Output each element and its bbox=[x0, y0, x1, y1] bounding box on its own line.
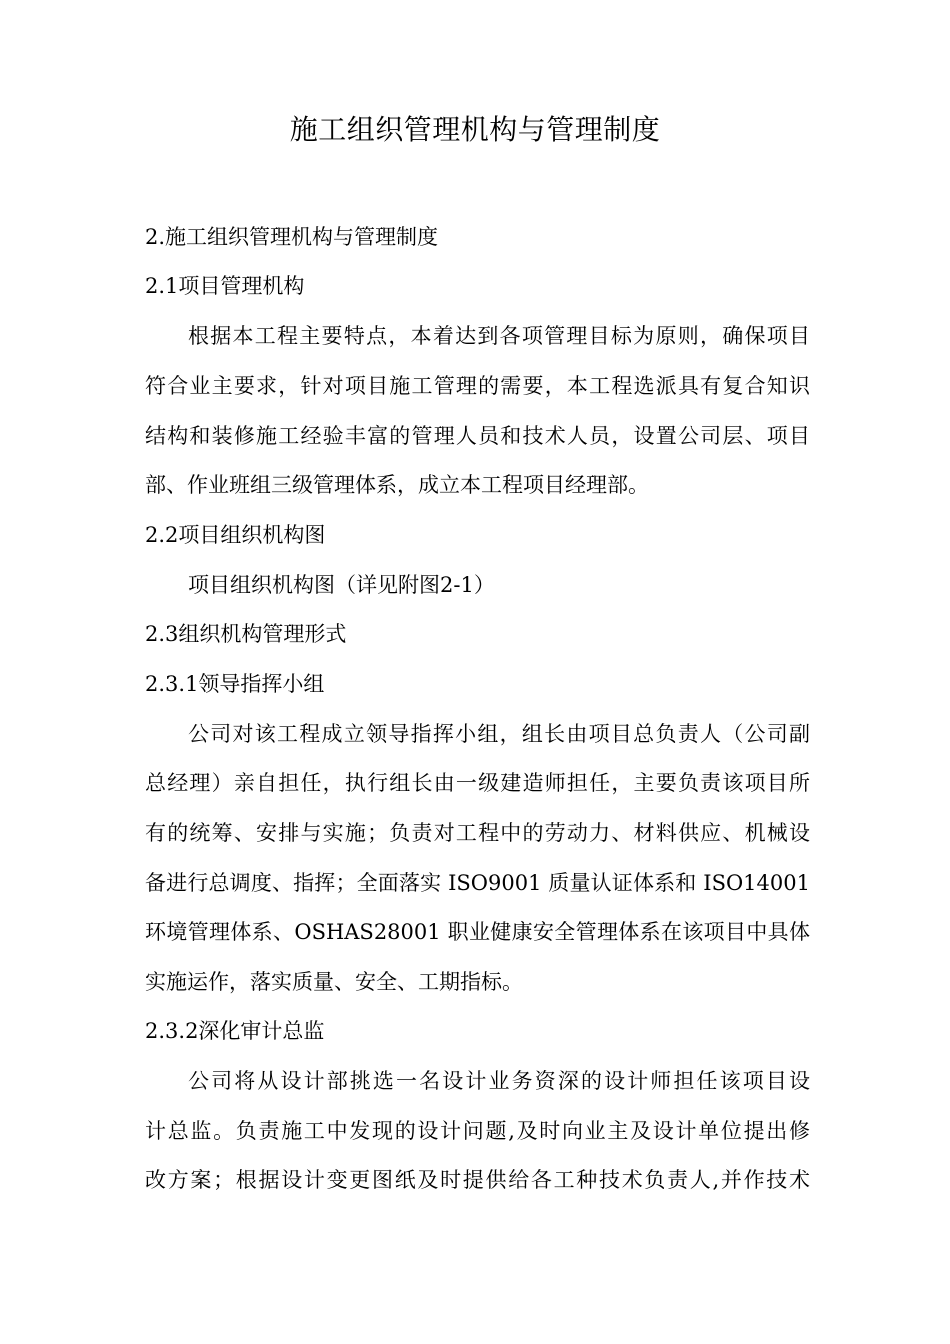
heading-2-3: 2.3组织机构管理形式 bbox=[145, 622, 347, 646]
paragraph-line: 总经理）亲自担任，执行组长由一级建造师担任，主要负责该项目所 bbox=[145, 771, 810, 795]
paragraph-line: 改方案；根据设计变更图纸及时提供给各工种技术负责人,并作技术 bbox=[145, 1168, 810, 1192]
paragraph-line: 实施运作，落实质量、安全、工期指标。 bbox=[145, 970, 523, 994]
paragraph-line: 部、作业班组三级管理体系，成立本工程项目经理部。 bbox=[145, 473, 649, 497]
heading-2: 2.施工组织管理机构与管理制度 bbox=[145, 225, 439, 249]
heading-2-3-1: 2.3.1领导指挥小组 bbox=[145, 672, 325, 696]
paragraph-line: 项目组织机构图（详见附图2-1） bbox=[188, 573, 495, 597]
paragraph-line: 计总监。负责施工中发现的设计问题,及时向业主及设计单位提出修 bbox=[145, 1119, 810, 1143]
paragraph-line: 备进行总调度、指挥；全面落实 ISO9001 质量认证体系和 ISO14001 bbox=[145, 871, 810, 895]
paragraph-line: 符合业主要求，针对项目施工管理的需要，本工程选派具有复合知识 bbox=[145, 374, 810, 398]
heading-2-3-2: 2.3.2深化审计总监 bbox=[145, 1019, 325, 1043]
paragraph-line: 环境管理体系、OSHAS28001 职业健康安全管理体系在该项目中具体 bbox=[145, 920, 810, 944]
paragraph-line: 结构和装修施工经验丰富的管理人员和技术人员，设置公司层、项目 bbox=[145, 424, 810, 448]
paragraph-line: 公司对该工程成立领导指挥小组，组长由项目总负责人（公司副 bbox=[188, 722, 810, 746]
heading-2-1: 2.1项目管理机构 bbox=[145, 274, 305, 298]
document-title: 施工组织管理机构与管理制度 bbox=[289, 113, 661, 146]
paragraph-line: 有的统筹、安排与实施；负责对工程中的劳动力、材料供应、机械设 bbox=[145, 821, 810, 845]
heading-2-2: 2.2项目组织机构图 bbox=[145, 523, 326, 547]
paragraph-line: 公司将从设计部挑选一名设计业务资深的设计师担任该项目设 bbox=[188, 1069, 810, 1093]
paragraph-line: 根据本工程主要特点，本着达到各项管理目标为原则，确保项目 bbox=[188, 324, 810, 348]
